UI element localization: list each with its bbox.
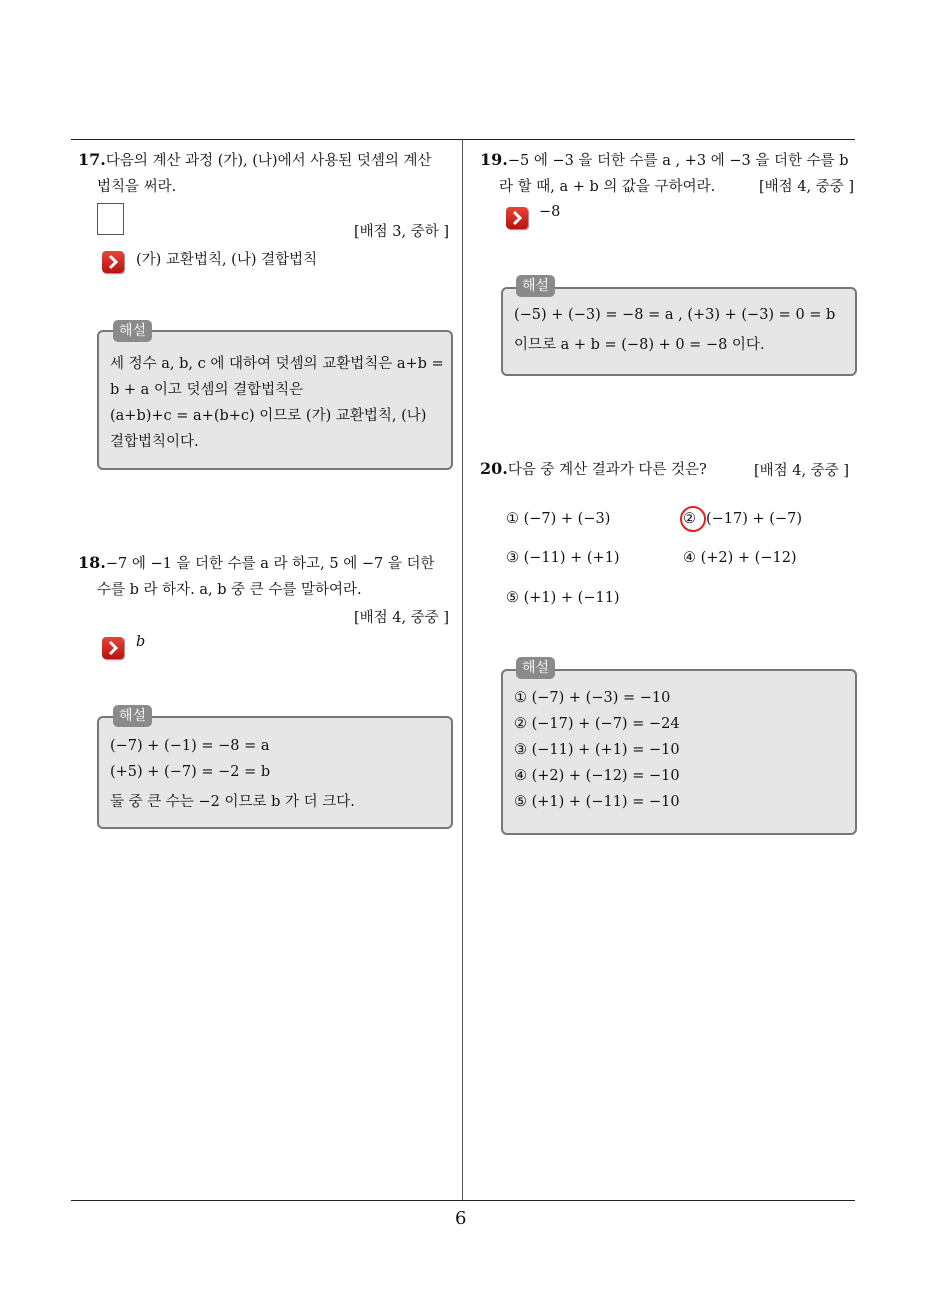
explanation-line: b + a 이고 덧셈의 결합법칙은 bbox=[110, 382, 304, 398]
option-3[interactable]: ③ (−11) + (+1) bbox=[506, 550, 620, 566]
explanation-line: ② (−17) + (−7) = −24 bbox=[514, 716, 680, 732]
answer-box bbox=[97, 203, 124, 235]
answer-arrow-icon bbox=[506, 207, 528, 229]
answer-text: b bbox=[136, 634, 146, 650]
question-17 bbox=[78, 147, 458, 200]
question-text-cont: 법칙을 써라. bbox=[97, 179, 177, 195]
option-1[interactable]: ① (−7) + (−3) bbox=[506, 511, 611, 527]
question-text: 다음 중 계산 결과가 다른 것은? bbox=[507, 462, 707, 478]
explanation-line: (−7) + (−1) = −8 = a bbox=[110, 738, 270, 754]
explanation-line: (−5) + (−3) = −8 = a , (+3) + (−3) = 0 = b bbox=[514, 307, 836, 323]
explanation-line: ④ (+2) + (−12) = −10 bbox=[514, 768, 680, 784]
points-label: [배점 4, 중중 ] bbox=[759, 179, 855, 195]
points-label: [배점 4, 중중 ] bbox=[354, 610, 450, 626]
question-text: 다음의 계산 과정 (가), (나)에서 사용된 덧셈의 계산 bbox=[105, 153, 432, 169]
question-number: 19. bbox=[480, 150, 508, 169]
explanation-label: 해설 bbox=[113, 705, 152, 727]
question-number: 17. bbox=[78, 150, 106, 169]
points-label: [배점 4, 중중 ] bbox=[754, 463, 850, 479]
explanation-line: ① (−7) + (−3) = −10 bbox=[514, 690, 671, 706]
option-2[interactable]: (−17) + (−7) bbox=[706, 511, 802, 527]
explanation-line: 결합법칙이다. bbox=[110, 434, 199, 450]
explanation-line: 둘 중 큰 수는 −2 이므로 b 가 더 크다. bbox=[110, 794, 355, 810]
question-number: 20. bbox=[480, 459, 508, 478]
points-label: [배점 3, 중하 ] bbox=[354, 224, 450, 240]
answer-arrow-icon bbox=[102, 251, 124, 273]
bottom-rule bbox=[71, 1200, 855, 1201]
explanation-line: (a+b)+c = a+(b+c) 이므로 (가) 교환법칙, (나) bbox=[110, 408, 427, 424]
explanation-box bbox=[501, 287, 857, 376]
page-number: 6 bbox=[455, 1208, 467, 1229]
question-text: −5 에 −3 을 더한 수를 a , +3 에 −3 을 더한 수를 b bbox=[507, 153, 849, 169]
explanation-line: 이므로 a + b = (−8) + 0 = −8 이다. bbox=[514, 337, 765, 353]
question-number: 18. bbox=[78, 553, 106, 572]
explanation-line: ⑤ (+1) + (−11) = −10 bbox=[514, 794, 680, 810]
option-4[interactable]: ④ (+2) + (−12) bbox=[683, 550, 797, 566]
question-18 bbox=[78, 550, 458, 603]
explanation-line: ③ (−11) + (+1) = −10 bbox=[514, 742, 680, 758]
answer-text: −8 bbox=[539, 204, 561, 220]
explanation-label: 해설 bbox=[516, 275, 555, 297]
column-divider bbox=[462, 139, 463, 1201]
explanation-line: 세 정수 a, b, c 에 대하여 덧셈의 교환법칙은 a+b = bbox=[110, 356, 444, 372]
option-5[interactable]: ⑤ (+1) + (−11) bbox=[506, 590, 620, 606]
explanation-label: 해설 bbox=[113, 320, 152, 342]
option-2-marker[interactable]: ② bbox=[683, 511, 696, 527]
answer-text: (가) 교환법칙, (나) 결합법칙 bbox=[136, 252, 318, 268]
answer-arrow-icon bbox=[102, 637, 124, 659]
explanation-line: (+5) + (−7) = −2 = b bbox=[110, 764, 271, 780]
explanation-label: 해설 bbox=[516, 657, 555, 679]
top-rule bbox=[71, 139, 855, 140]
question-text: −7 에 −1 을 더한 수를 a 라 하고, 5 에 −7 을 더한 bbox=[105, 556, 435, 572]
question-text-cont: 라 할 때, a + b 의 값을 구하여라. bbox=[499, 179, 716, 195]
question-text-cont: 수를 b 라 하자. a, b 중 큰 수를 말하여라. bbox=[97, 582, 362, 598]
